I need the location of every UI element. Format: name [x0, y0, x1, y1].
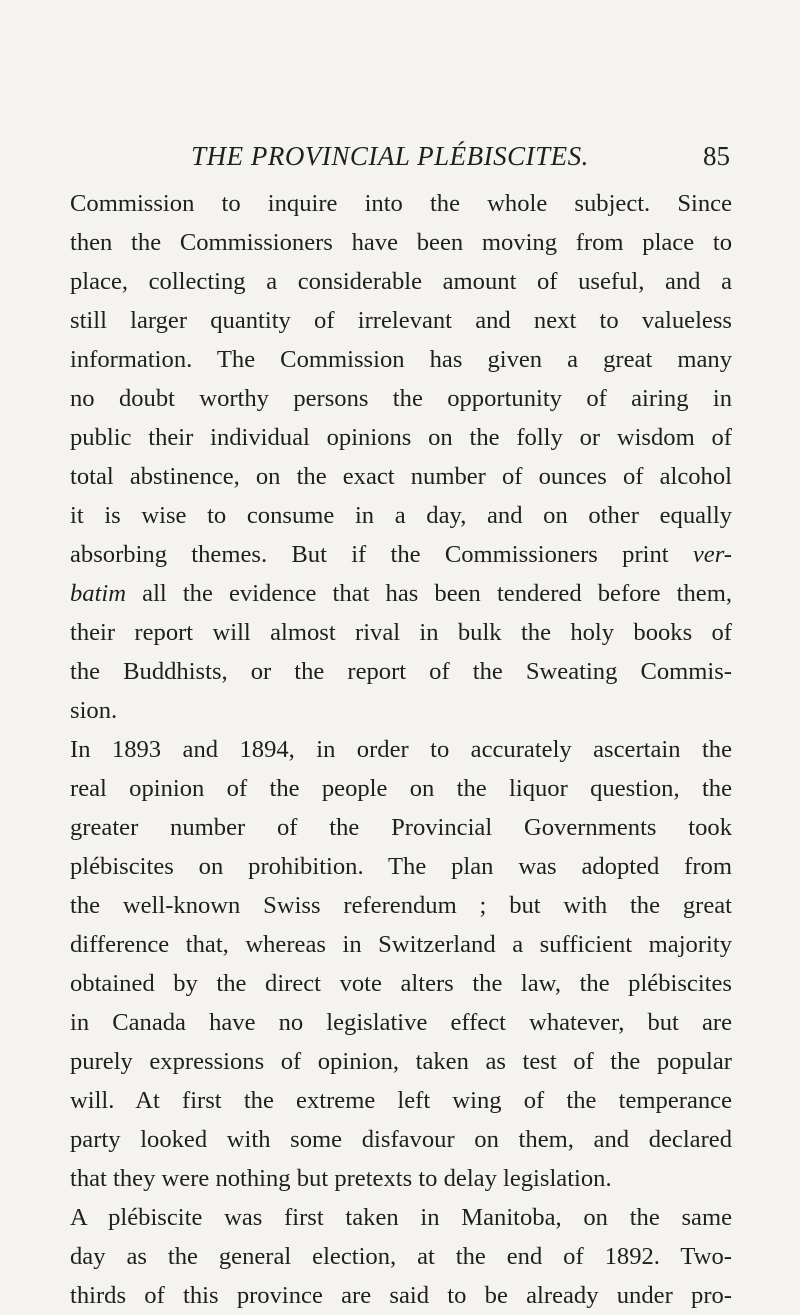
text-line: total abstinence, on the exact number of ounces of alcohol	[70, 463, 732, 490]
text-line: it is wise to consume in a day, and on other equally	[70, 502, 732, 529]
text-line: the well-known Swiss referendum ; but with the great	[70, 892, 732, 919]
text-line: no doubt worthy persons the opportunity of airing in	[70, 385, 732, 412]
text-line: their report will almost rival in bulk the holy books of	[70, 619, 732, 646]
italic-word: ver-	[692, 541, 732, 568]
text-line: greater number of the Provincial Governments took	[70, 814, 732, 841]
italic-word: batim	[70, 580, 127, 607]
paragraph-start: A plébiscite was first taken in Manitoba, on the same	[70, 1204, 732, 1231]
text-line: place, collecting a considerable amount of useful, and a	[70, 268, 732, 295]
running-head	[70, 138, 730, 178]
text-line: information. The Commission has given a great many	[70, 346, 732, 373]
text-line: purely expressions of opinion, taken as test of the popular	[70, 1048, 732, 1075]
text-line: the Buddhists, or the report of the Sweating Commis-	[70, 658, 732, 685]
text-line: plébiscites on prohibition. The plan was adopted from	[70, 853, 732, 880]
body-text	[70, 184, 732, 1315]
text-line-italic-start: batim all the evidence that has been tendered before them,	[70, 580, 732, 607]
text-line: then the Commissioners have been moving from place to	[70, 229, 732, 256]
text-line: real opinion of the people on the liquor question, the	[70, 775, 732, 802]
text-line: public their individual opinions on the folly or wisdom of	[70, 424, 732, 451]
text-line: difference that, whereas in Switzerland a sufficient majority	[70, 931, 732, 958]
text-line: that they were nothing but pretexts to delay legislation.	[70, 1165, 612, 1192]
text-line: party looked with some disfavour on them, and declared	[70, 1126, 732, 1153]
text-line: in Canada have no legislative effect whatever, but are	[70, 1009, 732, 1036]
running-title: THE PROVINCIAL PLÉBISCITES.	[191, 141, 589, 171]
text-line-italic-end: absorbing themes. But if the Commissioners print ver-	[70, 541, 732, 568]
text-line: still larger quantity of irrelevant and next to valueless	[70, 307, 732, 334]
text-line: day as the general election, at the end of 1892. Two-	[70, 1243, 732, 1270]
text-line: obtained by the direct vote alters the law, the plébiscites	[70, 970, 732, 997]
text-line: sion.	[70, 697, 118, 724]
text-line: will. At first the extreme left wing of the temperance	[70, 1087, 732, 1114]
paragraph-start: In 1893 and 1894, in order to accurately ascertain the	[70, 736, 732, 763]
text-line: Commission to inquire into the whole subject. Since	[70, 190, 732, 217]
page-number: 85	[703, 141, 730, 171]
text-line: thirds of this province are said to be already under pro-	[70, 1282, 732, 1309]
